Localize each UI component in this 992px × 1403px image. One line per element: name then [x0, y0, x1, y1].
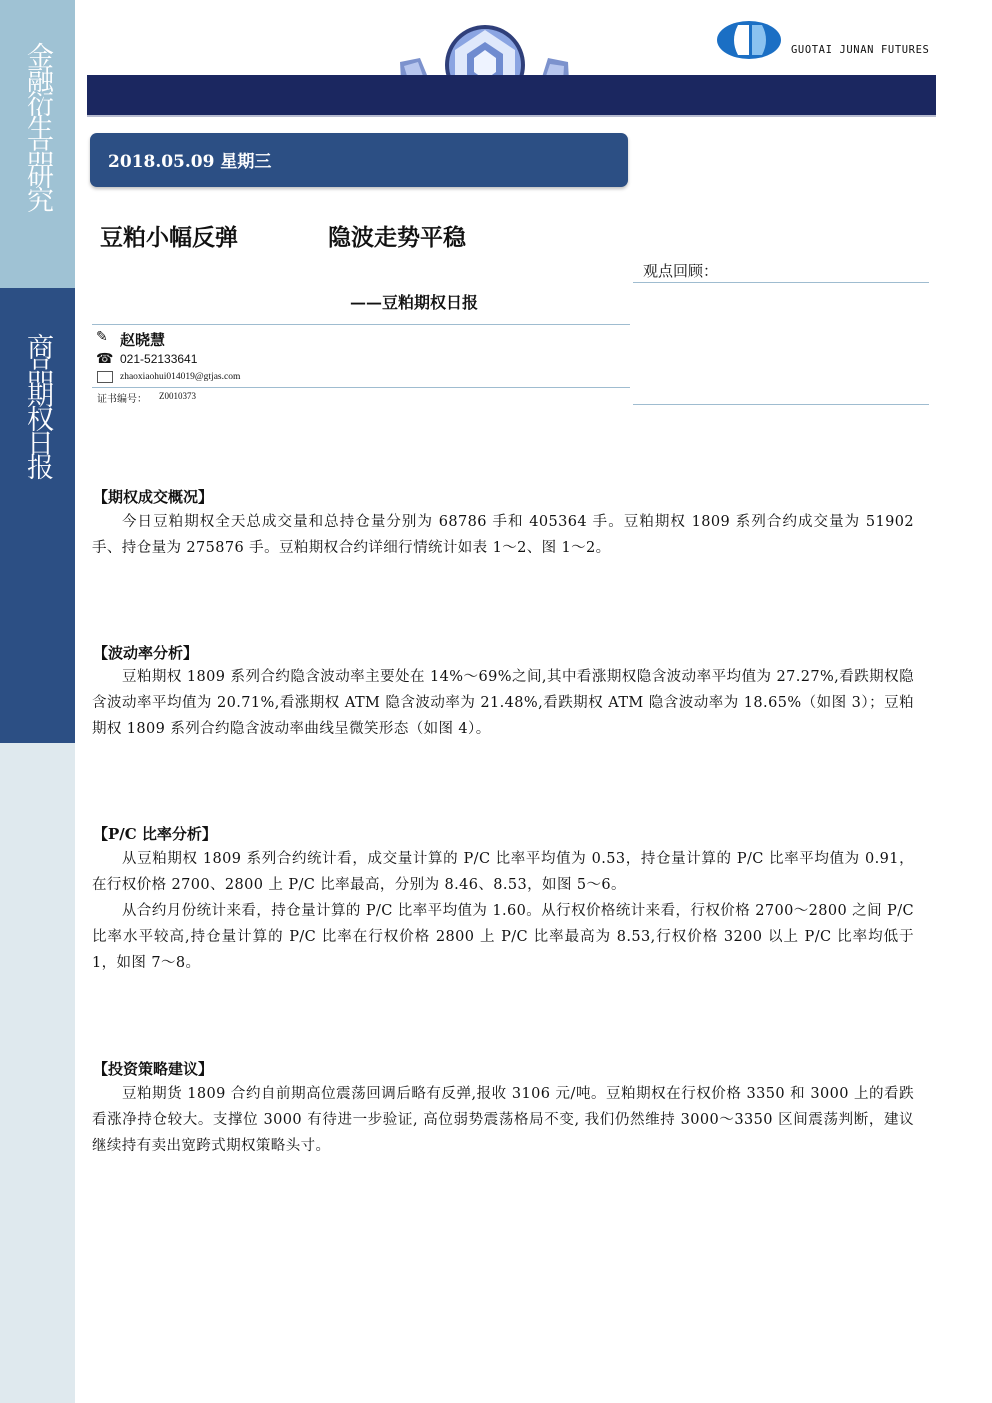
review-divider-top	[633, 282, 929, 283]
section-paragraph: 豆粕期权 1809 系列合约隐含波动率主要处在 14%～69%之间,其中看涨期权隐含波动率平均值为 27.27%,看跌期权隐含波动率平均值为 20.71%,看涨期权 ATM 隐含波动率为 21.48%,看跌期权 ATM 隐含波动率为 18.65%（如图 3）；豆粕期权 1809 系列合约隐含波动率曲线呈微笑形态（如图 4）。	[92, 669, 914, 737]
company-brand-name: GUOTAI JUNAN FUTURES	[791, 44, 930, 56]
certificate-number: Z0010373	[159, 391, 196, 401]
report-subtitle: ——豆粕期权日报	[350, 293, 479, 312]
section-heading-volatility: 【波动率分析】	[93, 644, 199, 662]
company-logo-icon	[716, 20, 782, 60]
author-divider-bottom	[92, 387, 630, 388]
date-bar	[90, 133, 628, 187]
report-date: 2018.05.09 星期三	[108, 152, 272, 172]
sidebar-category-label: 金融衍生品研究	[22, 42, 53, 210]
phone-icon: ☎	[96, 351, 114, 367]
section-paragraph: 从豆粕期权 1809 系列合约统计看，成交量计算的 P/C 比率平均值为 0.53，持仓量计算的 P/C 比率平均值为 0.91，在行权价格 2700、2800 上 P/C 比率最高，分别为 8.46、8.53，如图 5～6。	[92, 851, 914, 893]
sidebar-bottom-panel	[0, 743, 75, 1403]
header-band	[87, 75, 936, 115]
sidebar-report-type-label: 商品期权日报	[22, 333, 53, 477]
section-heading-trading-overview: 【期权成交概况】	[93, 488, 214, 506]
section-heading-strategy: 【投资策略建议】	[93, 1060, 214, 1078]
mail-icon	[97, 371, 113, 383]
author-name: 赵晓慧	[120, 331, 166, 349]
header-band-shadow	[87, 115, 936, 117]
author-email[interactable]: zhaoxiaohui014019@gtjas.com	[120, 372, 241, 382]
section-heading-pc-ratio: 【P/C 比率分析】	[93, 825, 217, 843]
section-paragraph: 从合约月份统计来看，持仓量计算的 P/C 比率平均值为 1.60。从行权价格统计来看，行权价格 2700～2800 之间 P/C 比率水平较高,持仓量计算的 P/C 比率在行权价格 2800 上 P/C 比率最高为 8.53,行权价格 3200 以上 P/C 比率均低于 1，如图 7～8。	[92, 903, 914, 971]
pen-icon: ✎	[96, 329, 108, 345]
report-title-part-1: 豆粕小幅反弹	[100, 224, 238, 251]
review-label: 观点回顾：	[643, 262, 719, 280]
author-divider-top	[92, 324, 630, 325]
section-paragraph: 豆粕期货 1809 合约自前期高位震荡回调后略有反弹,报收 3106 元/吨。豆粕期权在行权价格 3350 和 3000 上的看跌看涨净持仓较大。支撑位 3000 有待进一步验证, 高位弱势震荡格局不变, 我们仍然维持 3000～3350 区间震荡判断，建议继续持有卖出宽跨式期权策略头寸。	[92, 1086, 914, 1154]
certificate-label: 证书编号：	[97, 394, 147, 405]
author-phone: 021-52133641	[120, 352, 198, 366]
review-divider-bottom	[633, 404, 929, 405]
section-paragraph: 今日豆粕期权全天总成交量和总持仓量分别为 68786 手和 405364 手。豆粕期权 1809 系列合约成交量为 51902 手、持仓量为 275876 手。豆粕期权合约详细行情统计如表 1～2、图 1～2。	[92, 514, 914, 556]
report-title-part-2: 隐波走势平稳	[328, 224, 466, 251]
